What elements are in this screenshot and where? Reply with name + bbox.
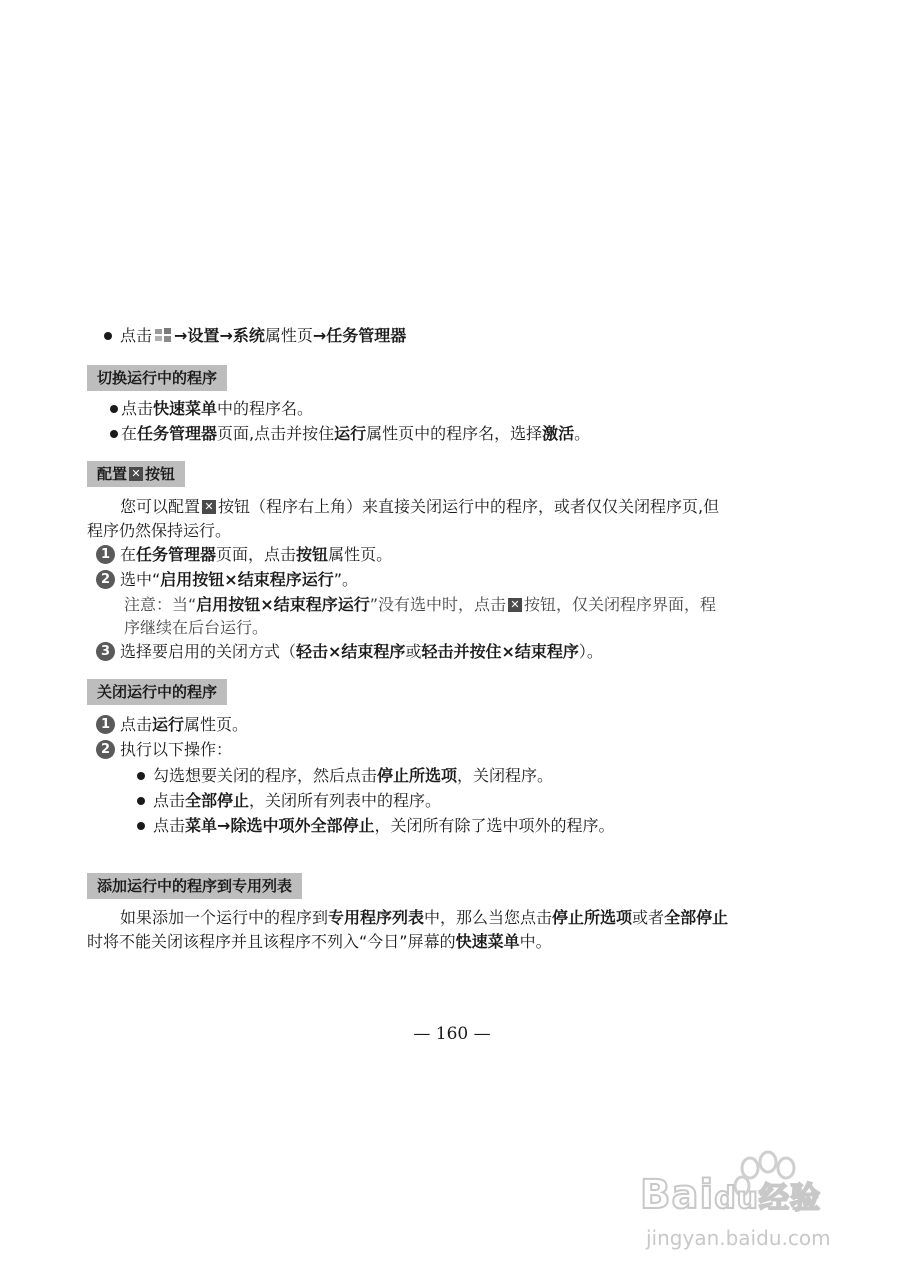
step-item: 1 点击运行属性页。 bbox=[96, 713, 248, 737]
close-x-icon: ✕ bbox=[129, 467, 143, 481]
list-item: 点击菜单→除选中项外全部停止，关闭所有除了选中项外的程序。 bbox=[137, 814, 614, 838]
paragraph-line: 如果添加一个运行中的程序到专用程序列表中，那么当您点击停止所选项或者全部停止 bbox=[120, 908, 729, 927]
step-number-1-icon: 1 bbox=[96, 715, 115, 734]
step-number-1-icon: 1 bbox=[96, 545, 115, 564]
section-heading-configure-x: 配置 ✕ 按钮 bbox=[87, 461, 185, 487]
step-number-2-icon: 2 bbox=[96, 570, 115, 589]
step-item: 2 执行以下操作： bbox=[96, 738, 232, 762]
windows-start-icon bbox=[154, 327, 172, 343]
close-x-icon: ✕ bbox=[508, 598, 522, 612]
step-number-2-icon: 2 bbox=[96, 740, 115, 759]
page-number: — 160 — bbox=[413, 1024, 491, 1044]
watermark-url: jingyan.baidu.com bbox=[646, 1226, 831, 1250]
watermark-bai: Bai bbox=[640, 1172, 715, 1218]
list-item: 点击全部停止，关闭所有列表中的程序。 bbox=[137, 789, 441, 813]
step-item: 2 选中“启用按钮×结束程序运行”。 bbox=[96, 568, 358, 592]
step-item: 1 在任务管理器页面，点击按钮属性页。 bbox=[96, 543, 392, 567]
note-line: 注意：当“启用按钮×结束程序运行”没有选中时，点击 ✕ 按钮，仅关闭程序界面，程 bbox=[124, 595, 717, 614]
watermark-cn: 经验 bbox=[759, 1181, 822, 1216]
section-heading-switch: 切换运行中的程序 bbox=[87, 365, 227, 391]
nav-path: 点击 →设置→系统属性页→任务管理器 bbox=[104, 324, 406, 348]
step-number-3-icon: 3 bbox=[96, 642, 115, 661]
bullet-icon bbox=[137, 772, 145, 780]
close-x-icon: ✕ bbox=[202, 500, 216, 514]
note-line: 序继续在后台运行。 bbox=[124, 618, 269, 637]
bullet-icon bbox=[110, 430, 118, 438]
section-heading-close: 关闭运行中的程序 bbox=[87, 679, 227, 705]
section-heading-add-to-list: 添加运行中的程序到专用列表 bbox=[87, 873, 302, 899]
step-item: 3 选择要启用的关闭方式（轻击×结束程序或轻击并按住×结束程序）。 bbox=[96, 640, 603, 664]
bullet-icon bbox=[110, 405, 118, 413]
list-item: 在任务管理器页面,点击并按住运行属性页中的程序名，选择激活。 bbox=[110, 422, 590, 446]
list-item: 点击快速菜单中的程序名。 bbox=[110, 397, 313, 421]
baidu-watermark bbox=[640, 1150, 870, 1260]
intro-paragraph-line: 您可以配置 ✕ 按钮（程序右上角）来直接关闭运行中的程序，或者仅仅关闭程序页,但 bbox=[120, 497, 720, 516]
intro-paragraph-line: 程序仍然保持运行。 bbox=[87, 521, 232, 540]
bullet-icon bbox=[104, 332, 112, 340]
paragraph-line: 时将不能关闭该程序并且该程序不列入“今日”屏幕的快速菜单中。 bbox=[87, 932, 552, 951]
watermark-du: du bbox=[714, 1181, 760, 1216]
bullet-icon bbox=[137, 822, 145, 830]
list-item: 勾选想要关闭的程序，然后点击停止所选项，关闭程序。 bbox=[137, 764, 553, 788]
bullet-icon bbox=[137, 797, 145, 805]
